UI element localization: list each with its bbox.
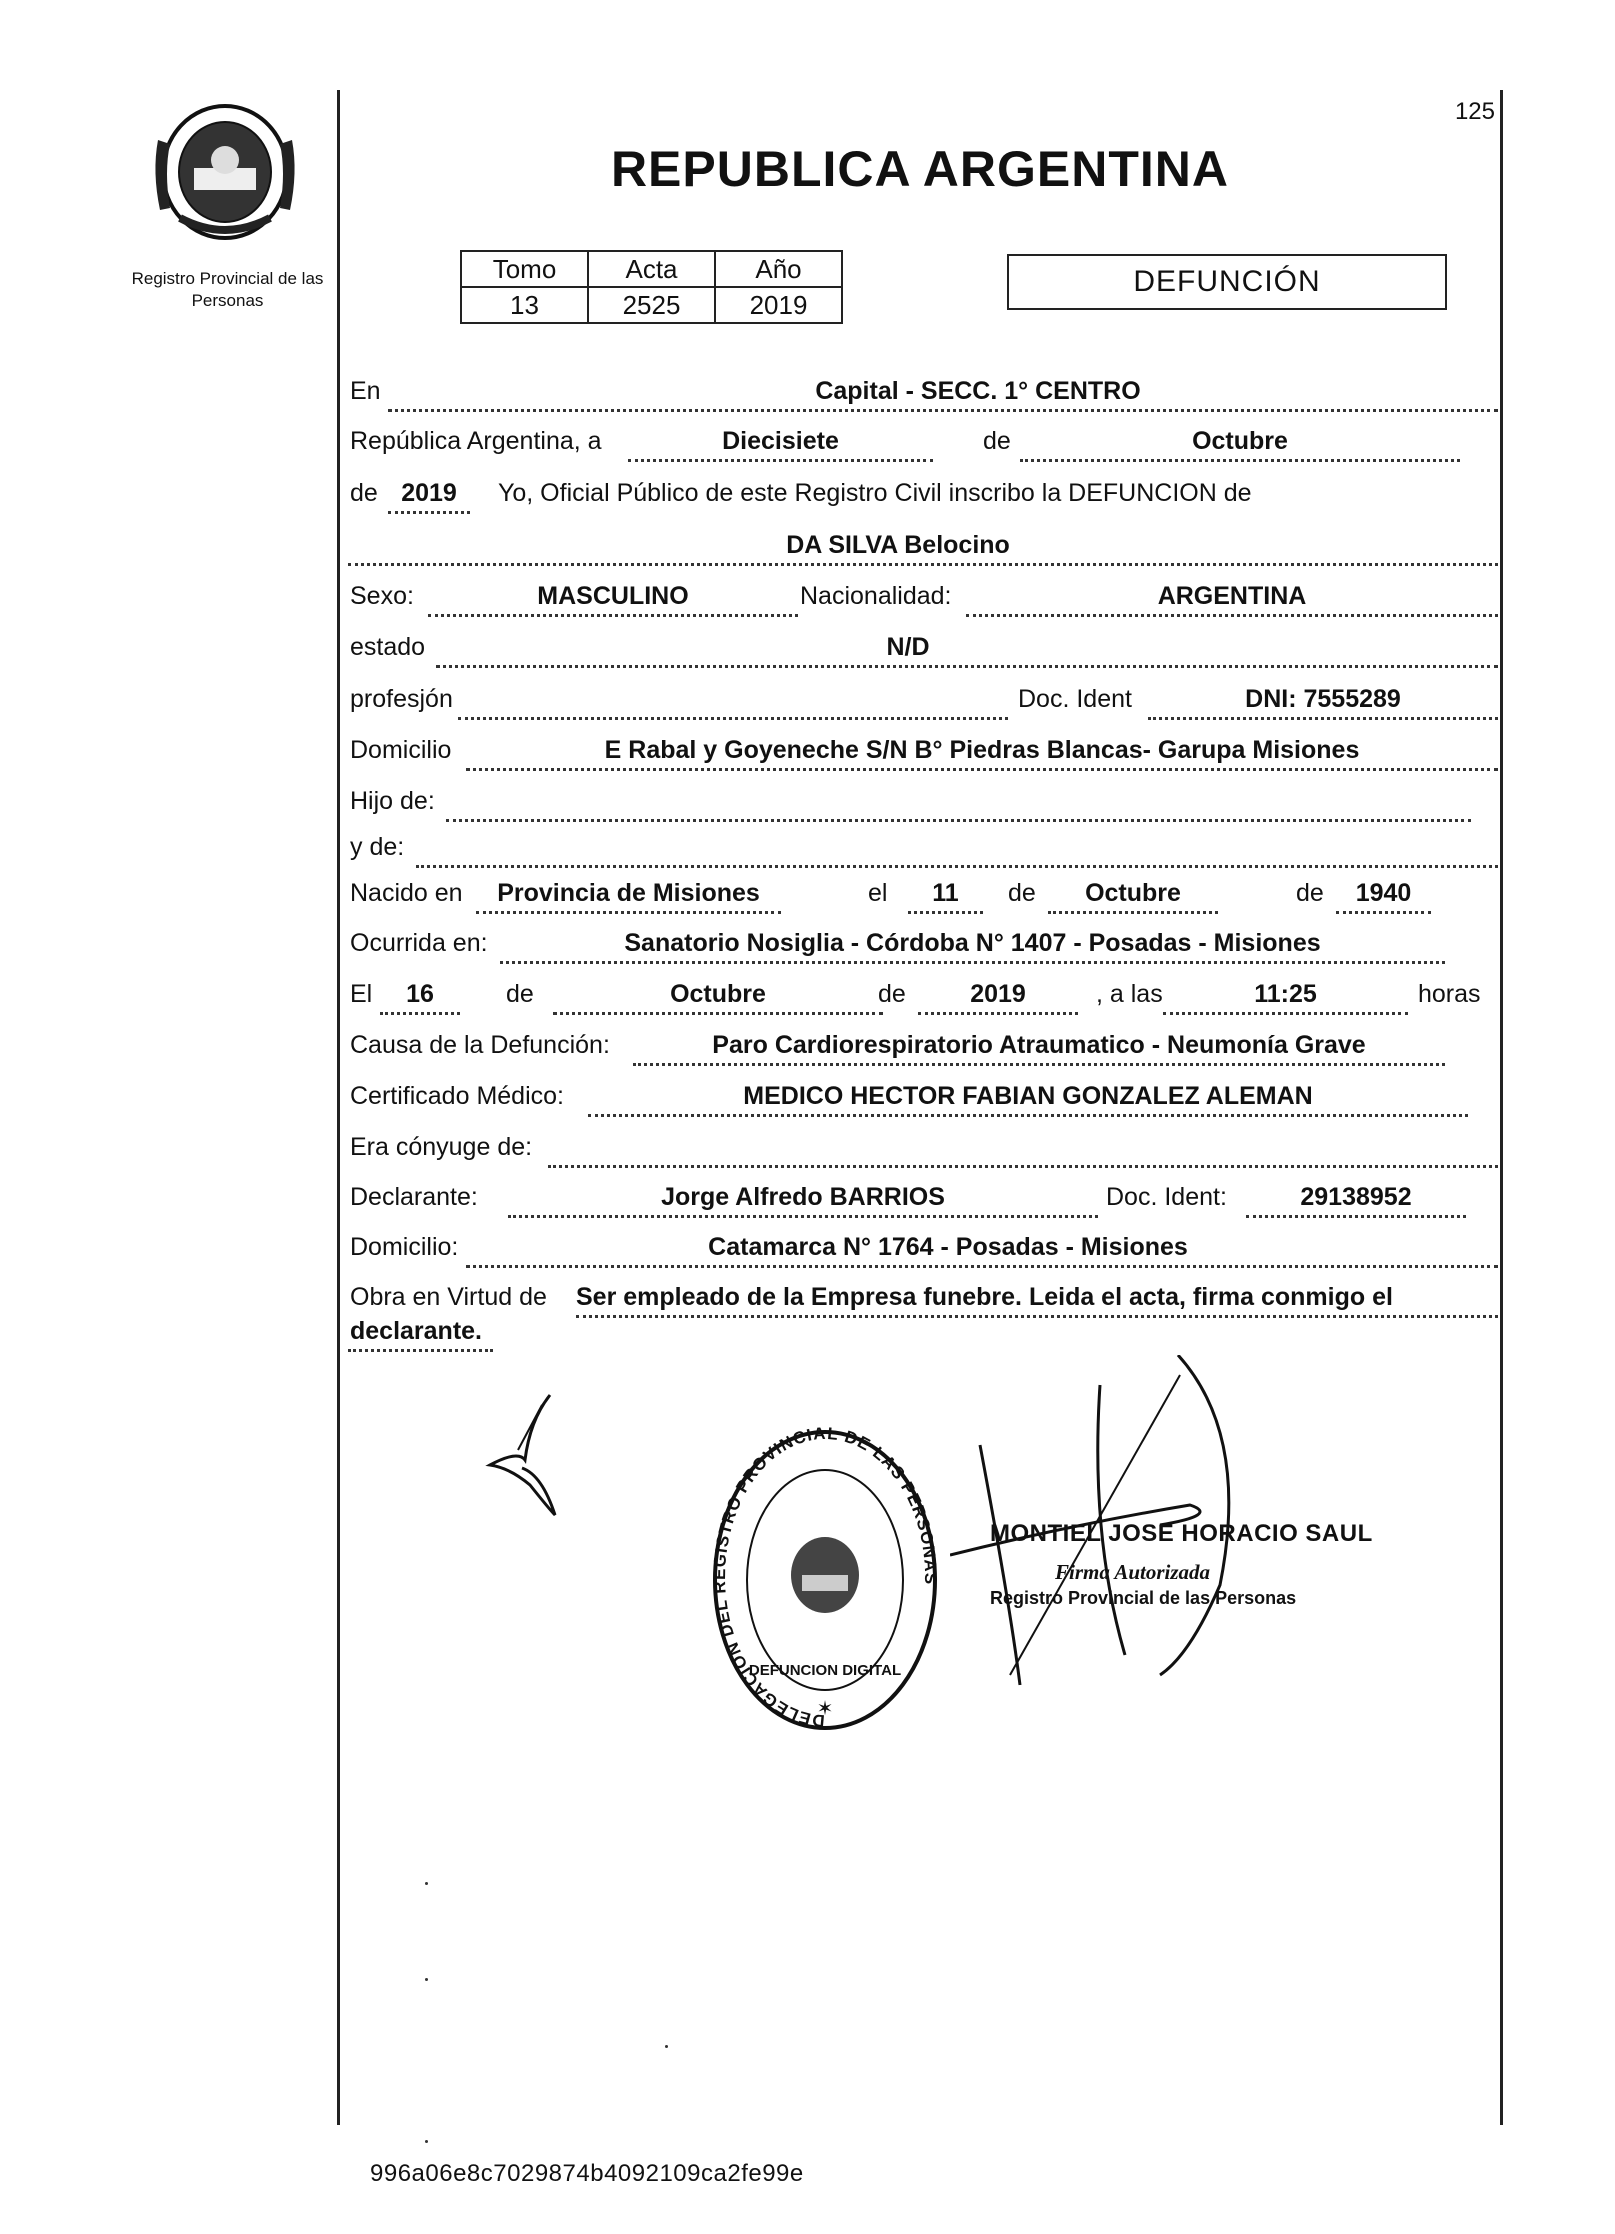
logo-caption: Registro Provincial de las Personas <box>131 269 324 310</box>
row-yde <box>348 826 1498 870</box>
nacido-day: 11 <box>932 879 959 907</box>
de3-label: de <box>1008 879 1036 907</box>
scan-mark <box>425 2140 428 2143</box>
tomo-value: 13 <box>461 287 588 323</box>
yo-text: Yo, Oficial Público de este Registro Civil inscribo la DEFUNCION de <box>498 479 1252 507</box>
row-nacido <box>348 872 1498 916</box>
row-hijo <box>348 780 1498 824</box>
declarant-signature <box>470 1390 570 1530</box>
nacido-year: 1940 <box>1355 879 1412 907</box>
domicilio-label: Domicilio <box>350 736 452 764</box>
republica-label: República Argentina, a <box>350 427 602 455</box>
anio-value: 2019 <box>715 287 842 323</box>
record-table <box>460 250 843 324</box>
year-value: 2019 <box>401 479 457 507</box>
obra-value: Ser empleado de la Empresa funebre. Leida el acta, firma conmigo el <box>576 1283 1393 1311</box>
row-ocurrida <box>348 922 1498 966</box>
row-causa <box>348 1024 1498 1068</box>
en-value: Capital - SECC. 1° CENTRO <box>815 377 1141 405</box>
declarante-value: Jorge Alfredo BARRIOS <box>661 1183 945 1211</box>
row-fecha <box>348 420 1498 464</box>
scan-mark <box>425 1978 428 1981</box>
de5-label: de <box>506 980 534 1008</box>
right-margin-line <box>1500 90 1503 2125</box>
provincial-seal-logo <box>150 100 300 245</box>
row-conyuge <box>348 1126 1498 1170</box>
row-declarante <box>348 1176 1498 1220</box>
certificado-value: MEDICO HECTOR FABIAN GONZALEZ ALEMAN <box>743 1082 1313 1110</box>
death-day: 16 <box>406 980 434 1008</box>
tomo-header: Tomo <box>461 251 588 287</box>
row-nombre <box>348 524 1498 568</box>
hijo-label: Hijo de: <box>350 787 435 815</box>
row-profesion <box>348 678 1498 722</box>
nacido-label: Nacido en <box>350 879 463 907</box>
row-domicilio-declarante <box>348 1226 1498 1270</box>
causa-label: Causa de la Defunción: <box>350 1031 610 1059</box>
nacido-value: Provincia de Misiones <box>497 879 760 907</box>
profesion-label: profesjón <box>350 685 453 713</box>
svg-text:✶: ✶ <box>816 1698 834 1720</box>
domicilio2-label: Domicilio: <box>350 1233 459 1261</box>
page-number: 125 <box>1454 98 1495 125</box>
doc-label: Doc. Ident <box>1018 685 1132 713</box>
doc2-value: 29138952 <box>1300 1183 1412 1211</box>
sexo-value: MASCULINO <box>537 582 689 610</box>
acta-header: Acta <box>588 251 715 287</box>
scan-mark <box>425 1882 428 1885</box>
day-value: Diecisiete <box>722 427 839 455</box>
domicilio2-value: Catamarca N° 1764 - Posadas - Misiones <box>708 1233 1188 1261</box>
ocurrida-label: Ocurrida en: <box>350 929 488 957</box>
horas-label: horas <box>1418 980 1481 1008</box>
row-inscripcion <box>348 472 1498 516</box>
sexo-label: Sexo: <box>350 582 414 610</box>
obra-value-2: declarante. <box>350 1317 483 1345</box>
acta-value: 2525 <box>588 287 715 323</box>
nacido-month: Octubre <box>1085 879 1181 907</box>
de4-label: de <box>1296 879 1324 907</box>
stamp-ring-text: DELEGACION DEL REGISTRO PROVINCIAL DE LAS PERSONAS <box>710 1425 940 1731</box>
death-month: Octubre <box>670 980 766 1008</box>
row-sexo <box>348 575 1498 619</box>
row-fecha-defuncion <box>348 973 1498 1017</box>
row-domicilio <box>348 729 1498 773</box>
el2-label: El <box>350 980 373 1008</box>
left-margin-line <box>337 90 340 2125</box>
doc2-label: Doc. Ident: <box>1106 1183 1227 1211</box>
domicilio-value: E Rabal y Goyeneche S/N B° Piedras Blancas- Garupa Misiones <box>604 736 1360 764</box>
declarante-label: Declarante: <box>350 1183 478 1211</box>
doc-value: DNI: 7555289 <box>1245 685 1401 713</box>
document-title: REPUBLICA ARGENTINA <box>610 141 1230 197</box>
row-en <box>348 370 1498 414</box>
causa-value: Paro Cardiorespiratorio Atraumatico - Neumonía Grave <box>712 1031 1366 1059</box>
en-label: En <box>350 377 381 405</box>
official-role: Firma Autorizada <box>1055 1560 1211 1584</box>
nacionalidad-label: Nacionalidad: <box>800 582 952 610</box>
death-time: 11:25 <box>1254 980 1317 1008</box>
row-certificado <box>348 1075 1498 1119</box>
official-name: MONTIEL JOSE HORACIO SAUL <box>990 1520 1373 1547</box>
nacionalidad-value: ARGENTINA <box>1157 582 1307 610</box>
document-hash: 996a06e8c7029874b4092109ca2fe99e <box>370 2160 804 2187</box>
death-year: 2019 <box>970 980 1026 1008</box>
anio-header: Año <box>715 251 842 287</box>
yde-label: y de: <box>350 833 405 861</box>
el-label: el <box>868 879 888 907</box>
alas-label: , a las <box>1096 980 1163 1008</box>
official-office: Registro Provincial de las Personas <box>990 1588 1297 1608</box>
stamp-inner-text: DEFUNCION DIGITAL <box>748 1662 902 1679</box>
obra-label: Obra en Virtud de <box>350 1283 547 1311</box>
de6-label: de <box>878 980 906 1008</box>
row-obra-cont <box>348 1310 1498 1354</box>
estado-value: N/D <box>886 633 930 661</box>
record-type-box: DEFUNCIÓN <box>1007 254 1447 310</box>
de-label: de <box>983 427 1011 455</box>
estado-label: estado <box>350 633 426 661</box>
certificado-label: Certificado Médico: <box>350 1082 564 1110</box>
row-estado <box>348 626 1498 670</box>
official-stamp <box>710 1425 940 1735</box>
ocurrida-value: Sanatorio Nosiglia - Córdoba N° 1407 - Posadas - Misiones <box>624 929 1321 957</box>
de2-label: de <box>350 479 378 507</box>
deceased-name: DA SILVA Belocino <box>786 531 1010 559</box>
conyuge-label: Era cónyuge de: <box>350 1133 533 1161</box>
month-value: Octubre <box>1192 427 1288 455</box>
scan-mark <box>665 2045 668 2048</box>
